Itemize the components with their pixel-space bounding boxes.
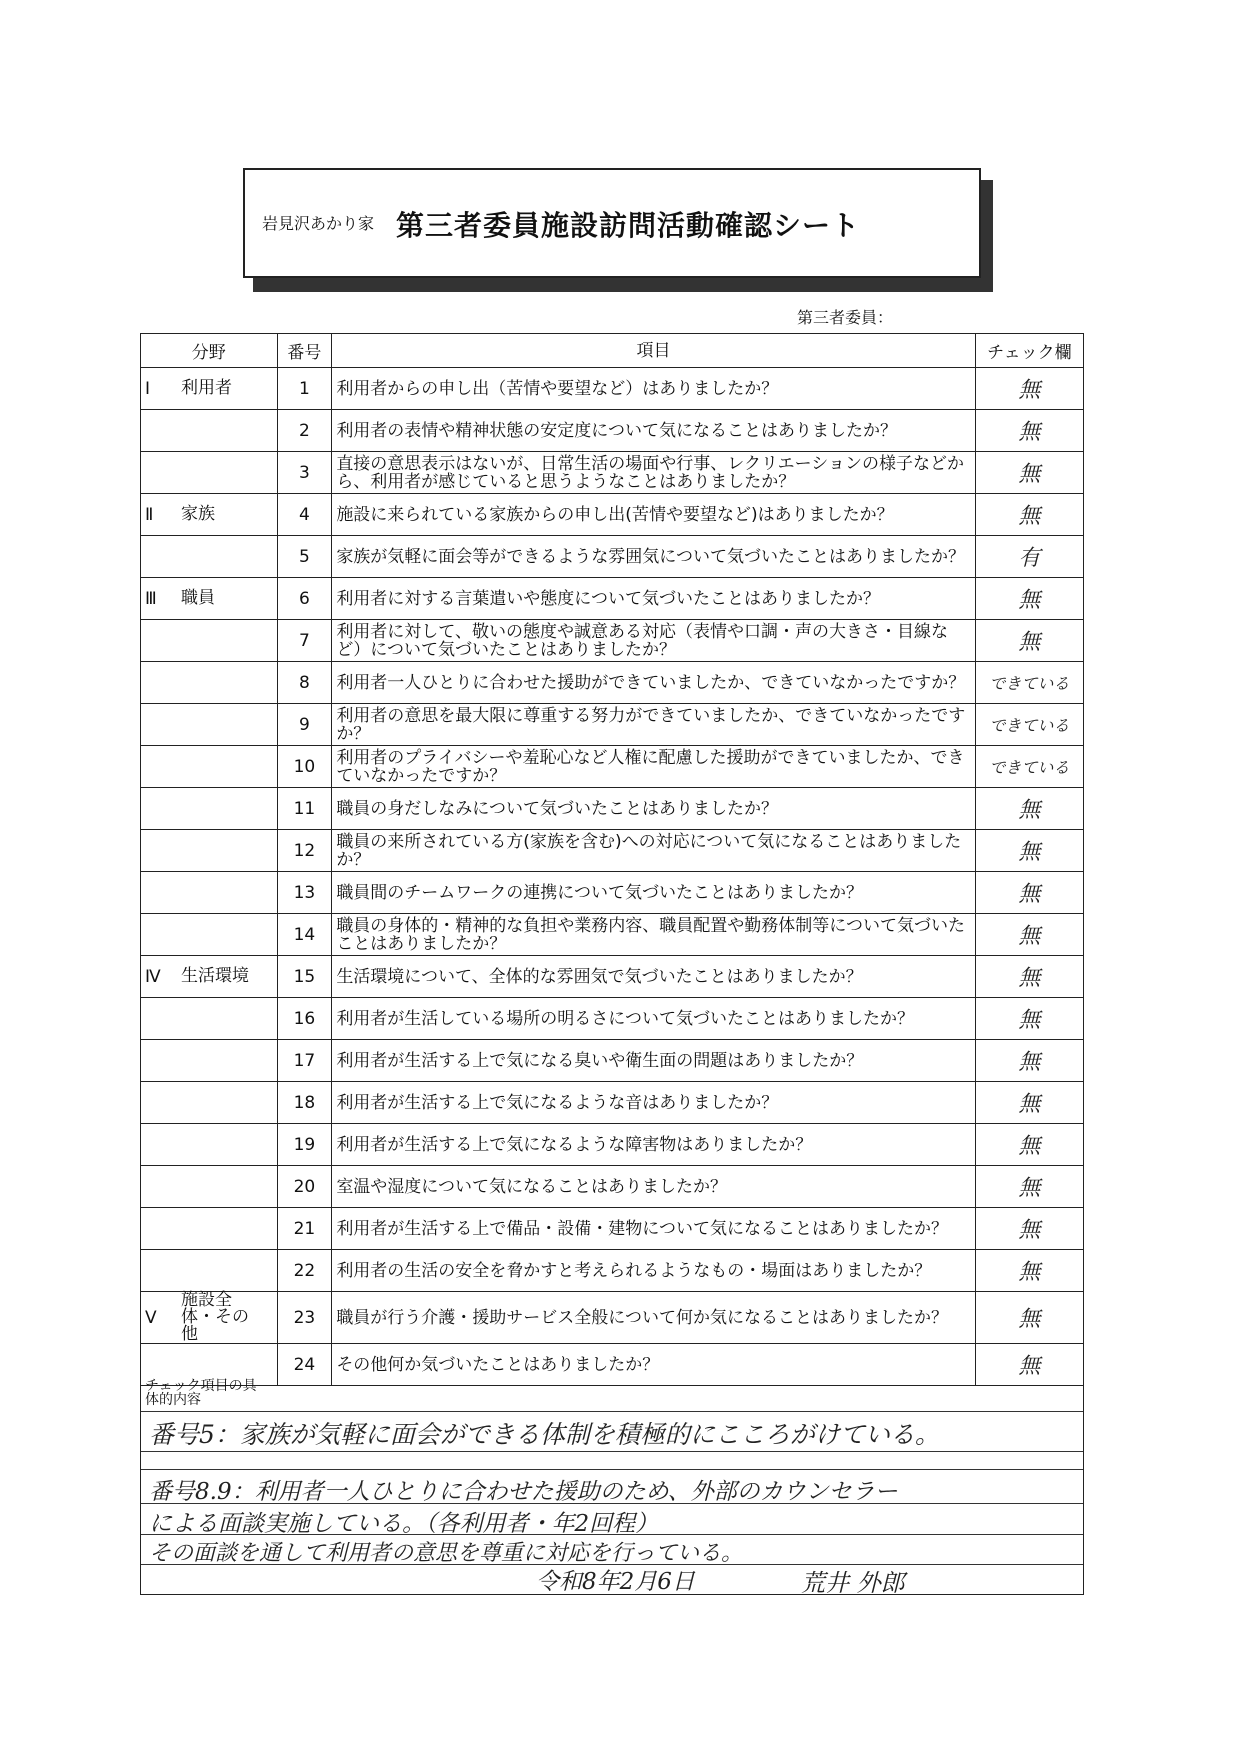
table-row [141,788,1084,830]
item-text: 職員の身体的・精神的な負担や業務内容、職員配置や勤務体制等について気づいたことはありましたか？ [332,914,975,956]
field-cell [141,914,278,956]
field-label: 生活環境 [181,966,249,986]
item-text: 利用者の表情や精神状態の安定度について気になることはありましたか？ [332,410,975,452]
row-number: 4 [277,494,332,536]
check-mark: 無 [975,1124,1083,1166]
check-mark: 無 [975,1250,1083,1292]
table-row [141,830,1084,872]
page-title: 第三者委員施設訪問活動確認シート [396,209,861,242]
table-row [141,746,1084,788]
check-mark: 有 [975,536,1083,578]
field-cell [141,830,278,872]
check-mark: できている [975,704,1083,746]
member-label: 第三者委員： [797,308,894,327]
item-text: 利用者に対して、敬いの態度や誠意ある対応（表情や口調・声の大きさ・目線など）について気づいたことはありましたか？ [332,620,975,662]
check-mark: 無 [975,872,1083,914]
table-row [141,1250,1084,1292]
row-number: 19 [277,1124,332,1166]
table-row [141,662,1084,704]
row-number: 15 [277,956,332,998]
check-mark: 無 [975,788,1083,830]
row-number: 14 [277,914,332,956]
note-line-4: その面談を通して利用者の意思を尊重に対応を行っている。 [149,1541,744,1566]
item-text: 職員の来所されている方(家族を含む)への対応について気になることはありましたか？ [332,830,975,872]
item-text: 職員間のチームワークの連携について気づいたことはありましたか？ [332,872,975,914]
check-mark: 無 [975,620,1083,662]
field-cell [141,1208,278,1250]
row-number: 10 [277,746,332,788]
check-mark: 無 [975,830,1083,872]
table-row [141,1166,1084,1208]
check-mark: 無 [975,1166,1083,1208]
row-number: 6 [277,578,332,620]
check-mark: 無 [975,410,1083,452]
row-number: 22 [277,1250,332,1292]
check-mark: 無 [975,956,1083,998]
note-line-2: 番号8.9：利用者一人ひとりに合わせた援助のため、外部のカウンセラー [149,1479,898,1505]
check-mark: 無 [975,1040,1083,1082]
check-mark: 無 [975,1292,1083,1344]
field-label: 職員 [181,588,215,608]
field-cell [141,998,278,1040]
check-mark: 無 [975,452,1083,494]
field-label: 利用者 [181,378,232,398]
field-cell [141,704,278,746]
field-cell [141,620,278,662]
check-mark: 無 [975,1208,1083,1250]
table-row [141,1208,1084,1250]
note-line-3: による面談実施している。（各利用者・年2回程） [149,1511,659,1537]
item-text: 利用者が生活する上で備品・設備・建物について気になることはありましたか？ [332,1208,975,1250]
table-row [141,1040,1084,1082]
row-number: 11 [277,788,332,830]
row-number: 24 [277,1344,332,1386]
field-label: 施設全体・その他 [181,1290,249,1344]
item-text: 利用者からの申し出（苦情や要望など）はありましたか？ [332,368,975,410]
table-row [141,578,1084,620]
field-label: 家族 [181,504,215,524]
item-text: 職員が行う介護・援助サービス全般について何か気になることはありましたか？ [332,1292,975,1344]
item-text: 利用者一人ひとりに合わせた援助ができていましたか、できていなかったですか？ [332,662,975,704]
field-cell [141,1250,278,1292]
table-row [141,1292,1084,1344]
table-row [141,1082,1084,1124]
item-text: 職員の身だしなみについて気づいたことはありましたか？ [332,788,975,830]
row-number: 7 [277,620,332,662]
field-cell [141,788,278,830]
row-number: 12 [277,830,332,872]
field-cell [141,368,278,410]
note-line-1: 番号5：家族が気軽に面会ができる体制を積極的にこころがけている。 [149,1420,940,1449]
check-table [140,333,1084,1386]
item-text: 利用者が生活する上で気になるような障害物はありましたか？ [332,1124,975,1166]
col-number: 番号 [277,334,332,368]
field-numeral: Ⅴ [145,1307,157,1328]
col-item: 項目 [332,334,975,368]
table-row [141,914,1084,956]
item-text: 家族が気軽に面会等ができるような雰囲気について気づいたことはありましたか？ [332,536,975,578]
row-number: 17 [277,1040,332,1082]
field-cell [141,410,278,452]
row-number: 21 [277,1208,332,1250]
note-date: 令和8年2月6日 [536,1569,695,1595]
item-text: その他何か気づいたことはありましたか？ [332,1344,975,1386]
check-mark: できている [975,746,1083,788]
field-cell [141,452,278,494]
item-text: 利用者の意思を最大限に尊重する努力ができていましたか、できていなかったですか？ [332,704,975,746]
item-text: 利用者の生活の安全を脅かすと考えられるようなもの・場面はありましたか？ [332,1250,975,1292]
table-row [141,368,1084,410]
table-row [141,452,1084,494]
field-numeral: Ⅱ [145,504,154,525]
table-row [141,536,1084,578]
row-number: 8 [277,662,332,704]
field-cell [141,1040,278,1082]
field-numeral: Ⅲ [145,588,157,609]
check-mark: 無 [975,1082,1083,1124]
row-number: 18 [277,1082,332,1124]
item-text: 室温や湿度について気になることはありましたか？ [332,1166,975,1208]
field-cell [141,578,278,620]
table-row [141,704,1084,746]
item-text: 利用者が生活する上で気になる臭いや衛生面の問題はありましたか？ [332,1040,975,1082]
table-row [141,956,1084,998]
row-number: 3 [277,452,332,494]
field-numeral: Ⅳ [145,966,161,987]
field-cell [141,746,278,788]
row-number: 5 [277,536,332,578]
col-field: 分野 [141,334,278,368]
rule-line [141,1451,1083,1452]
notes-section [140,1377,1084,1595]
check-mark: 無 [975,998,1083,1040]
item-text: 利用者が生活している場所の明るさについて気づいたことはありましたか？ [332,998,975,1040]
row-number: 13 [277,872,332,914]
item-text: 直接の意思表示はないが、日常生活の場面や行事、レクリエーションの様子などから、利用者が感じていると思うようなことはありましたか？ [332,452,975,494]
row-number: 23 [277,1292,332,1344]
table-header [141,334,1084,368]
check-mark: 無 [975,368,1083,410]
check-mark: 無 [975,494,1083,536]
rule-line [141,1411,1083,1412]
item-text: 利用者に対する言葉遣いや態度について気づいたことはありましたか？ [332,578,975,620]
field-numeral: Ⅰ [145,378,151,399]
row-number: 16 [277,998,332,1040]
check-mark: 無 [975,1344,1083,1386]
table-row [141,1124,1084,1166]
row-number: 1 [277,368,332,410]
field-cell [141,494,278,536]
field-cell [141,1082,278,1124]
item-text: 生活環境について、全体的な雰囲気で気づいたことはありましたか？ [332,956,975,998]
field-cell [141,536,278,578]
table-row [141,998,1084,1040]
table-row [141,872,1084,914]
item-text: 施設に来られている家族からの申し出(苦情や要望など)はありましたか？ [332,494,975,536]
row-number: 9 [277,704,332,746]
notes-label: チェック項目の具体的内容 [145,1378,257,1408]
row-number: 20 [277,1166,332,1208]
field-cell [141,1166,278,1208]
field-cell [141,872,278,914]
facility-name: 岩見沢あかり家 [262,214,375,233]
check-mark: 無 [975,578,1083,620]
item-text: 利用者のプライバシーや羞恥心など人権に配慮した援助ができていましたか、できていなかったですか？ [332,746,975,788]
field-cell [141,956,278,998]
table-row [141,620,1084,662]
field-cell [141,662,278,704]
signature: 荒井 外郎 [801,1569,905,1597]
row-number: 2 [277,410,332,452]
rule-line [141,1469,1083,1470]
col-check: チェック欄 [975,334,1083,368]
check-mark: できている [975,662,1083,704]
field-cell [141,1292,278,1344]
table-row [141,494,1084,536]
item-text: 利用者が生活する上で気になるような音はありましたか？ [332,1082,975,1124]
check-mark: 無 [975,914,1083,956]
field-cell [141,1124,278,1166]
table-row [141,410,1084,452]
